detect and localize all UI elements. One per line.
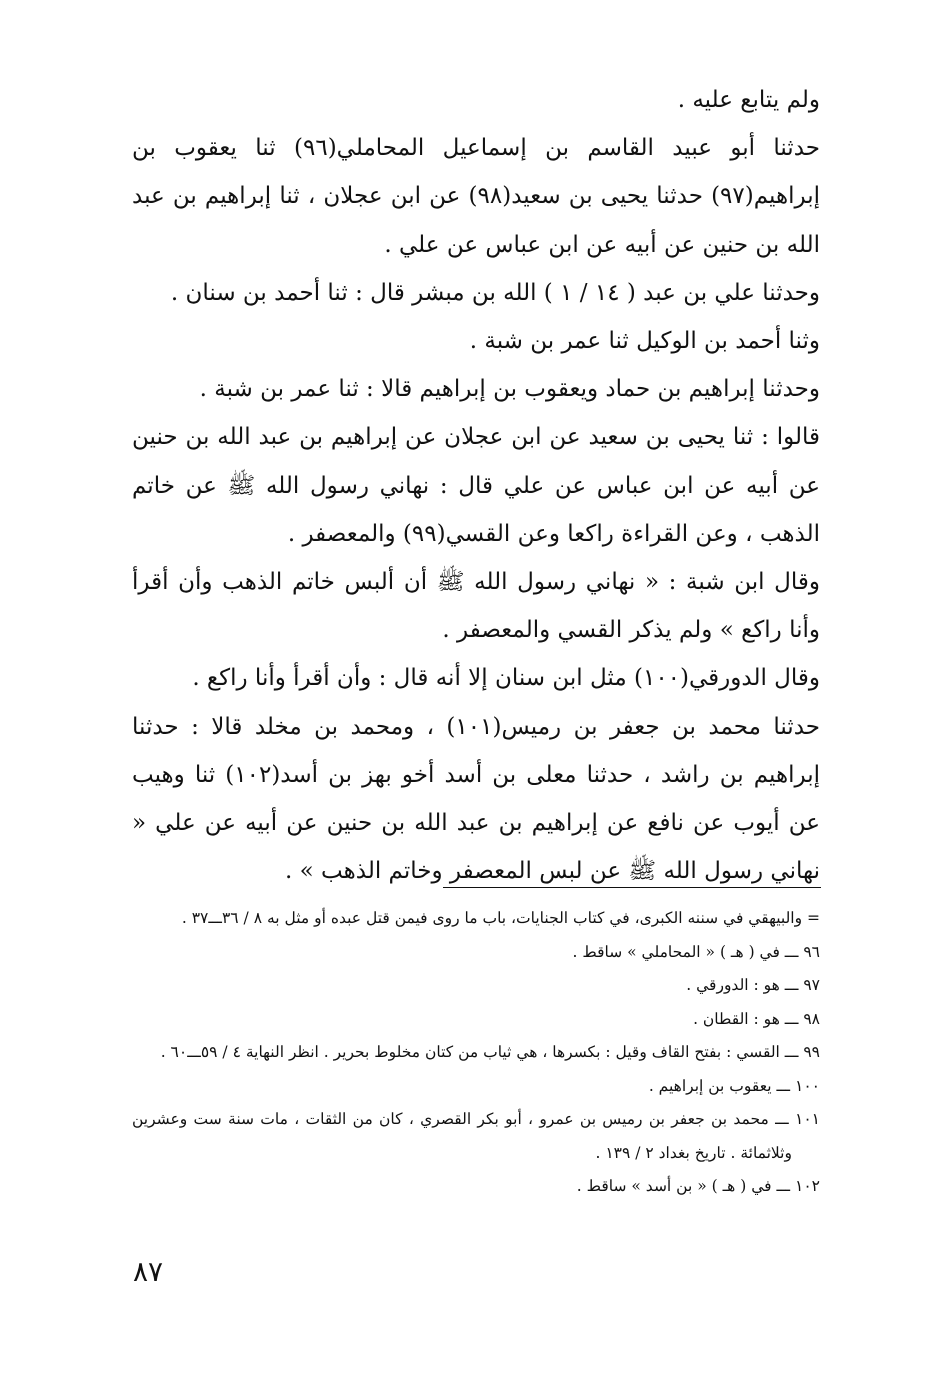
paragraph-4: وثنا أحمد بن الوكيل ثنا عمر بن شبة .	[469, 328, 820, 355]
footnote-102: ١٠٢ ـــ في ( هـ ) « بن أسد » ساقط .	[576, 1177, 820, 1195]
page-number: ٨٧	[133, 1255, 164, 1288]
footnote-99: ٩٩ ـــ القسي : بفتح القاف وقيل : بكسرها ، هي ثياب من كتان مخلوط بحرير . انظر النهاية ٤ / ٥٩ـــ٦٠ .	[160, 1043, 820, 1061]
paragraph-7: وقال ابن شبة : « نهاني رسول الله ﷺ أن ألبس خاتم الذهب وأن أقرأ وأنا راكع » ولم يذكر القسي والمعصفر .	[132, 569, 820, 644]
footnote-97: ٩٧ ـــ هو : الدورقي .	[686, 976, 820, 994]
footnote-96: ٩٦ ـــ في ( هـ ) « المحاملي » ساقط .	[572, 942, 820, 961]
paragraph-1: ولم يتابع عليه .	[677, 87, 820, 113]
paragraph-3: وحدثنا علي بن عبد ( ١٤ / ١ ) الله بن مبشر قال : ثنا أحمد بن سنان .	[170, 279, 820, 306]
footnote-98: ٩٨ ـــ هو : القطان .	[693, 1009, 820, 1028]
footnote-100: ١٠٠ ـــ يعقوب بن إبراهيم .	[648, 1076, 820, 1095]
footnote-101: ١٠١ ـــ محمد بن جعفر بن رميس بن عمرو ، أبو بكر القصري ، كان من الثقات ، مات سنة ست وعشرين وثلاثمائة . تاريخ بغداد ٢ / ١٣٩ .	[132, 1110, 820, 1162]
paragraph-2: حدثنا أبو عبيد القاسم بن إسماعيل المحاملي(٩٦) ثنا يعقوب بن إبراهيم(٩٧) حدثنا يحيى بن سعيد(٩٨) عن ابن عجلان ، ثنا إبراهيم بن عبد الله بن حنين عن أبيه عن ابن عباس عن علي .	[132, 135, 820, 258]
paragraph-6: قالوا : ثنا يحيى بن سعيد عن ابن عجلان عن إبراهيم بن عبد الله بن حنين عن أبيه عن ابن عباس عن علي قال : نهاني رسول الله ﷺ عن خاتم الذهب ، وعن القراءة راكعا وعن القسي(٩٩) والمعصفر .	[132, 424, 820, 547]
paragraph-5: وحدثنا إبراهيم بن حماد ويعقوب بن إبراهيم قالا : ثنا عمر بن شبة .	[199, 376, 820, 403]
paragraph-8: وقال الدورقي(١٠٠) مثل ابن سنان إلا أنه قال : وأن أقرأ وأنا راكع .	[192, 665, 820, 692]
footnote-continued: = والبيهقي في سننه الكبرى، في كتاب الجنايات، باب ما روى فيمن قتل عبده أو مثل به ٨ / ٣٦ـــ٣٧ .	[181, 909, 820, 927]
main-text	[132, 76, 820, 895]
footnote-separator	[443, 887, 821, 888]
footnotes	[132, 902, 820, 1204]
paragraph-9: حدثنا محمد بن جعفر بن رميس(١٠١) ، ومحمد بن مخلد قالا : حدثنا إبراهيم بن راشد ، حدثنا معلى بن أسد أخو بهز بن أسد(١٠٢) ثنا وهيب عن أيوب عن نافع عن إبراهيم بن عبد الله بن حنين عن أبيه عن علي « نهاني رسول الله ﷺ عن لبس المعصفر وخاتم الذهب » .	[132, 713, 820, 885]
